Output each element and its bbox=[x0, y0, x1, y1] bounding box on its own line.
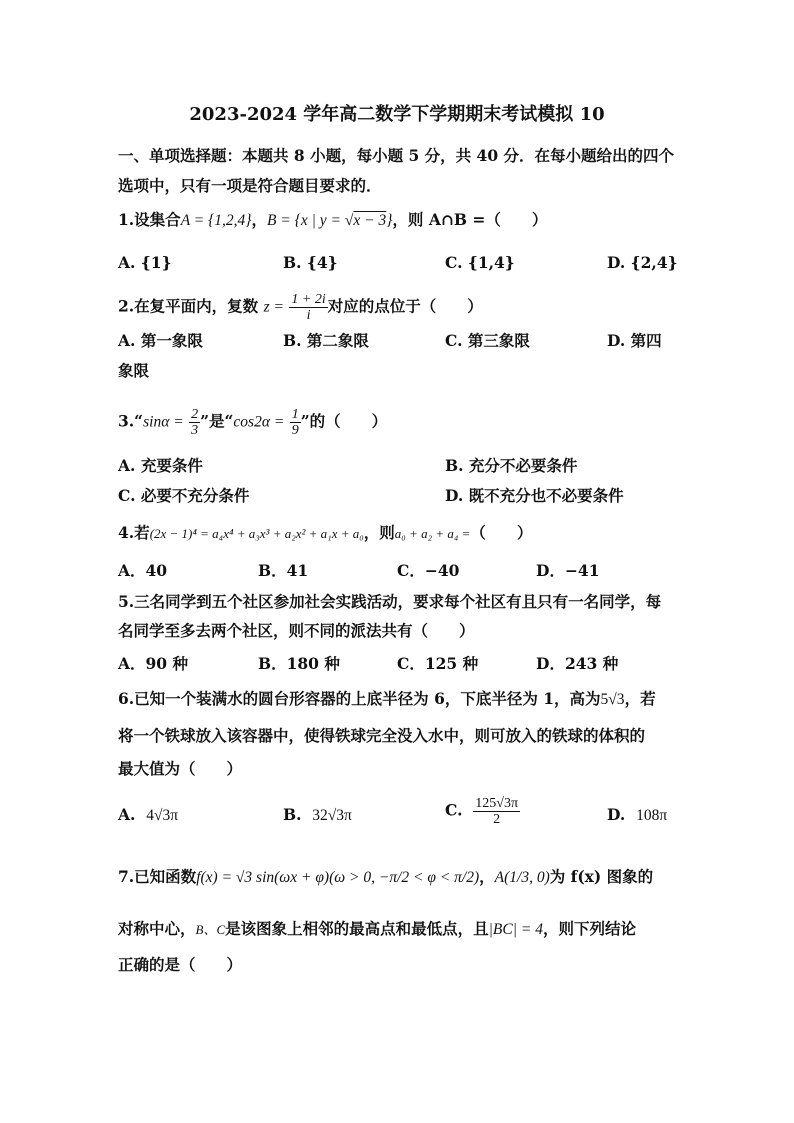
q1-set-b-tail: } bbox=[386, 212, 393, 229]
q3-option-b: B. 充分不必要条件 bbox=[445, 456, 578, 475]
question-2 bbox=[118, 292, 483, 323]
q6-option-b bbox=[283, 805, 352, 826]
section-instruction-line2: 选项中，只有一项是符合题目要求的． bbox=[118, 176, 382, 195]
q3-rhs: cos2α = bbox=[233, 413, 285, 431]
q3-mid: ”是“ bbox=[200, 411, 234, 431]
q7-line2b: 是该图象上相邻的最高点和最低点，且 bbox=[225, 919, 489, 938]
q2-suffix: 对应的点位于（ ） bbox=[327, 296, 483, 316]
q7-line2c: ，则下列结论 bbox=[542, 919, 636, 938]
q6-line1a: 6.已知一个装满水的圆台形容器的上底半径为 6，下底半径为 1，高为 bbox=[118, 689, 601, 708]
question-7-line2 bbox=[118, 919, 636, 940]
q5-option-b: B．180 种 bbox=[258, 654, 340, 673]
q1-set-a: A = {1,2,4} bbox=[180, 212, 252, 229]
q2-option-a: A. 第一象限 bbox=[118, 331, 203, 350]
q1-option-c: C. {1,4} bbox=[445, 253, 515, 272]
q1-set-b-head: B = {x | y = √ bbox=[267, 212, 354, 229]
q1-prefix: 1.设集合 bbox=[118, 210, 181, 229]
q6-option-c bbox=[445, 796, 520, 827]
q3-option-c: C. 必要不充分条件 bbox=[118, 486, 250, 505]
q2-option-c: C. 第三象限 bbox=[445, 331, 530, 350]
q2-prefix: 2.在复平面内，复数 bbox=[118, 296, 259, 316]
q2-option-b: B. 第二象限 bbox=[283, 331, 369, 350]
q6-option-d-value: 108π bbox=[636, 807, 668, 824]
q6-option-c-numerator: 125√3π bbox=[475, 796, 519, 811]
q6-option-d bbox=[607, 805, 667, 826]
page-title: 2023-2024 学年高二数学下学期期末考试模拟 10 bbox=[189, 104, 605, 125]
q6-option-c-denominator: 2 bbox=[493, 812, 501, 827]
question-7-line3: 正确的是（ ） bbox=[118, 955, 243, 974]
q4-mid: ，则 bbox=[363, 523, 395, 542]
q3-lhs: sinα = bbox=[143, 413, 184, 431]
q1-option-a: A. {1} bbox=[118, 253, 172, 272]
q7-sep: ， bbox=[479, 867, 495, 886]
q4-option-d: D．−41 bbox=[536, 561, 600, 580]
q6-option-b-value: 32√3π bbox=[312, 807, 352, 824]
question-6-line1 bbox=[118, 689, 656, 710]
q3-denominator-2: 9 bbox=[291, 423, 299, 438]
q1-set-b-radicand: x − 3 bbox=[353, 212, 387, 229]
q2-option-d-wrap: 象限 bbox=[118, 361, 150, 380]
q4-sum: a₀ + a₂ + a₄ = bbox=[394, 526, 471, 541]
q3-option-d: D. 既不充分也不必要条件 bbox=[445, 486, 624, 505]
question-6-line2: 将一个铁球放入该容器中，使得铁球完全没入水中，则可放入的铁球的体积的 bbox=[118, 726, 646, 745]
q6-option-d-label: D. bbox=[607, 805, 626, 824]
question-5-line1: 5.三名同学到五个社区参加社会实践活动，要求每个社区有且只有一名同学，每 bbox=[118, 592, 662, 611]
q4-prefix: 4.若 bbox=[118, 523, 150, 542]
question-1 bbox=[118, 210, 547, 231]
question-3 bbox=[118, 407, 387, 438]
question-4 bbox=[118, 523, 532, 544]
q5-option-c: C．125 种 bbox=[397, 654, 479, 673]
q6-height: 5√3 bbox=[600, 691, 625, 708]
q3-fraction-2 bbox=[290, 407, 301, 438]
q7-function: f(x) = √3 sin(ωx + φ) bbox=[196, 869, 330, 886]
question-5-line2: 名同学至多去两个社区，则不同的派法共有（ ） bbox=[118, 621, 475, 640]
q2-numerator: 1 + 2i bbox=[291, 292, 326, 307]
q3-denominator-1: 3 bbox=[191, 423, 199, 438]
section-instruction-line1: 一、单项选择题：本题共 8 小题，每小题 5 分，共 40 分．在每小题给出的四个 bbox=[118, 146, 675, 165]
q7-prefix: 7.已知函数 bbox=[118, 867, 197, 886]
q7-distance: |BC| = 4 bbox=[488, 921, 543, 938]
q5-option-d: D．243 种 bbox=[536, 654, 619, 673]
q7-line2a: 对称中心， bbox=[118, 919, 196, 938]
q3-open: 3.“ bbox=[118, 411, 144, 431]
q1-option-b: B. {4} bbox=[283, 253, 338, 272]
q6-option-a-label: A. bbox=[118, 805, 136, 824]
q4-expression: (2x − 1)⁴ = a₄x⁴ + a₃x³ + a₂x² + a₁x + a₀ bbox=[149, 526, 364, 541]
q6-option-a-value: 4√3π bbox=[146, 807, 179, 824]
q4-option-a: A．40 bbox=[118, 561, 168, 580]
q2-denominator: i bbox=[306, 308, 311, 323]
q7-condition: (ω > 0, −π/2 < φ < π/2) bbox=[329, 869, 480, 886]
q1-option-d: D. {2,4} bbox=[607, 253, 678, 272]
q7-suffix: 为 f(x) 图象的 bbox=[549, 867, 654, 886]
q4-option-b: B．41 bbox=[258, 561, 309, 580]
q1-sep: ， bbox=[251, 210, 267, 229]
q6-option-b-label: B. bbox=[283, 805, 302, 824]
q7-points-bc: B、C bbox=[195, 922, 226, 937]
question-7-line1 bbox=[118, 867, 653, 888]
q6-option-a bbox=[118, 805, 178, 826]
q3-numerator-1: 2 bbox=[191, 407, 199, 422]
question-6-line3: 最大值为（ ） bbox=[118, 759, 243, 778]
q2-fraction bbox=[289, 292, 327, 323]
q6-option-c-fraction bbox=[473, 796, 520, 827]
q7-point-a: A(1/3, 0) bbox=[494, 869, 550, 886]
q2-option-d: D. 第四 bbox=[607, 331, 662, 350]
q5-option-a: A．90 种 bbox=[118, 654, 188, 673]
q4-suffix: （ ） bbox=[470, 523, 533, 542]
q6-option-c-label: C. bbox=[445, 800, 463, 820]
q2-z: z = bbox=[263, 298, 284, 316]
q3-suffix: ”的（ ） bbox=[300, 411, 388, 431]
q3-fraction-1 bbox=[189, 407, 200, 438]
q1-suffix: ，则 A∩B =（ ） bbox=[392, 210, 548, 229]
q3-option-a: A. 充要条件 bbox=[118, 456, 203, 475]
q6-line1b: ，若 bbox=[624, 689, 656, 708]
q3-numerator-2: 1 bbox=[291, 407, 299, 422]
q4-option-c: C．−40 bbox=[397, 561, 460, 580]
